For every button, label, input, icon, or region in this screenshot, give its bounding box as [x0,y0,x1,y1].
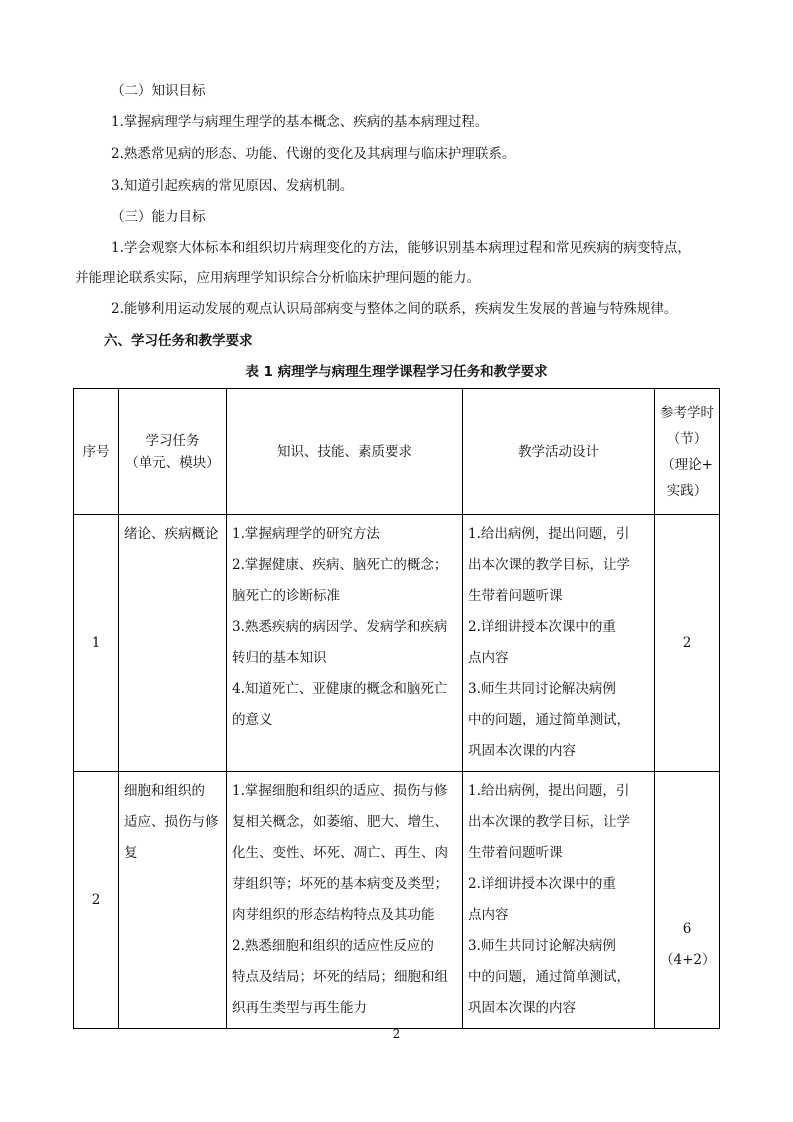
row-hours-value: 2 [682,634,692,651]
row-requirements: 1.掌握病理学的研究方法 2.掌握健康、疾病、脑死亡的概念； 脑死亡的诊断标准 3.熟悉疾病的病因学、发病学和疾病 转归的基本知识 4.知道死亡、亚健康的概念和脑死亡 的意义 [227,515,463,772]
table-header-row [74,389,720,515]
ability-item-1-line-1: 1.学会观察大体标本和组织切片病理变化的方法，能够识别基本病理过程和常见疾病的病变特点， [111,240,691,256]
header-task-line-1: 学习任务 [145,432,200,449]
header-no: 序号 [74,389,119,515]
row-no: 1 [74,515,119,772]
tasks-table [73,388,720,1029]
knowledge-item-3: 3.知道引起疾病的常见原因、发病机制。 [111,178,354,194]
header-task-line-2: （单元、模块） [125,454,220,471]
table-row [74,772,720,1029]
row-hours-value: 6 [682,921,692,937]
ability-heading: （三）能力目标 [111,209,206,225]
header-hours-line-3: （理论+ [661,456,713,473]
table-caption: 表 1 病理学与病理生理学课程学习任务和教学要求 [245,364,548,380]
row-hours [655,772,720,1029]
header-requirements: 知识、技能、素质要求 [227,389,463,515]
row-requirements: 1.掌握细胞和组织的适应、损伤与修 复相关概念，如萎缩、肥大、增生、 化生、变性、坏死、凋亡、再生、肉 芽组织等；坏死的基本病变及类型； 肉芽组织的形态结构特点及其功能 2.熟悉细胞和组织的适应性反应的 特点及结局；坏死的结局；细胞和组 织再生类型与再生能力 [227,772,463,1029]
row-hours-detail: （4+2） [660,952,716,968]
knowledge-item-2: 2.熟悉常见病的形态、功能、代谢的变化及其病理与临床护理联系。 [111,146,516,162]
header-hours-line-1: 参考学时 [660,404,714,421]
row-activity-design: 1.给出病例，提出问题，引 出本次课的教学目标，让学 生带着问题听课 2.详细讲授本次课中的重 点内容 3.师生共同讨论解决病例 中的问题，通过简单测试， 巩固本次课的内容 [463,515,655,772]
row-no: 2 [74,772,119,1029]
ability-item-2: 2.能够利用运动发展的观点认识局部病变与整体之间的联系，疾病发生发展的普遍与特殊规律。 [111,301,678,317]
row-hours [655,515,720,772]
knowledge-item-1: 1.掌握病理学与病理生理学的基本概念、疾病的基本病理过程。 [111,114,489,130]
page-number: 2 [392,1027,401,1041]
table-row [74,515,720,772]
ability-item-1-line-2: 并能理论联系实际，应用病理学知识综合分析临床护理问题的能力。 [75,270,480,286]
header-activity-design: 教学活动设计 [463,389,655,515]
section-6-heading: 六、学习任务和教学要求 [104,333,253,349]
row-activity-design: 1.给出病例，提出问题，引 出本次课的教学目标，让学 生带着问题听课 2.详细讲授本次课中的重 点内容 3.师生共同讨论解决病例 中的问题，通过简单测试， 巩固本次课的内容 [463,772,655,1029]
header-task [119,389,227,515]
knowledge-heading: （二）知识目标 [111,83,206,99]
row-task: 细胞和组织的 适应、损伤与修 复 [119,772,227,1029]
header-hours-line-4: 实践） [666,482,708,499]
header-hours [655,389,720,515]
row-task: 绪论、疾病概论 [119,515,227,772]
header-hours-line-2: （节） [666,430,708,447]
